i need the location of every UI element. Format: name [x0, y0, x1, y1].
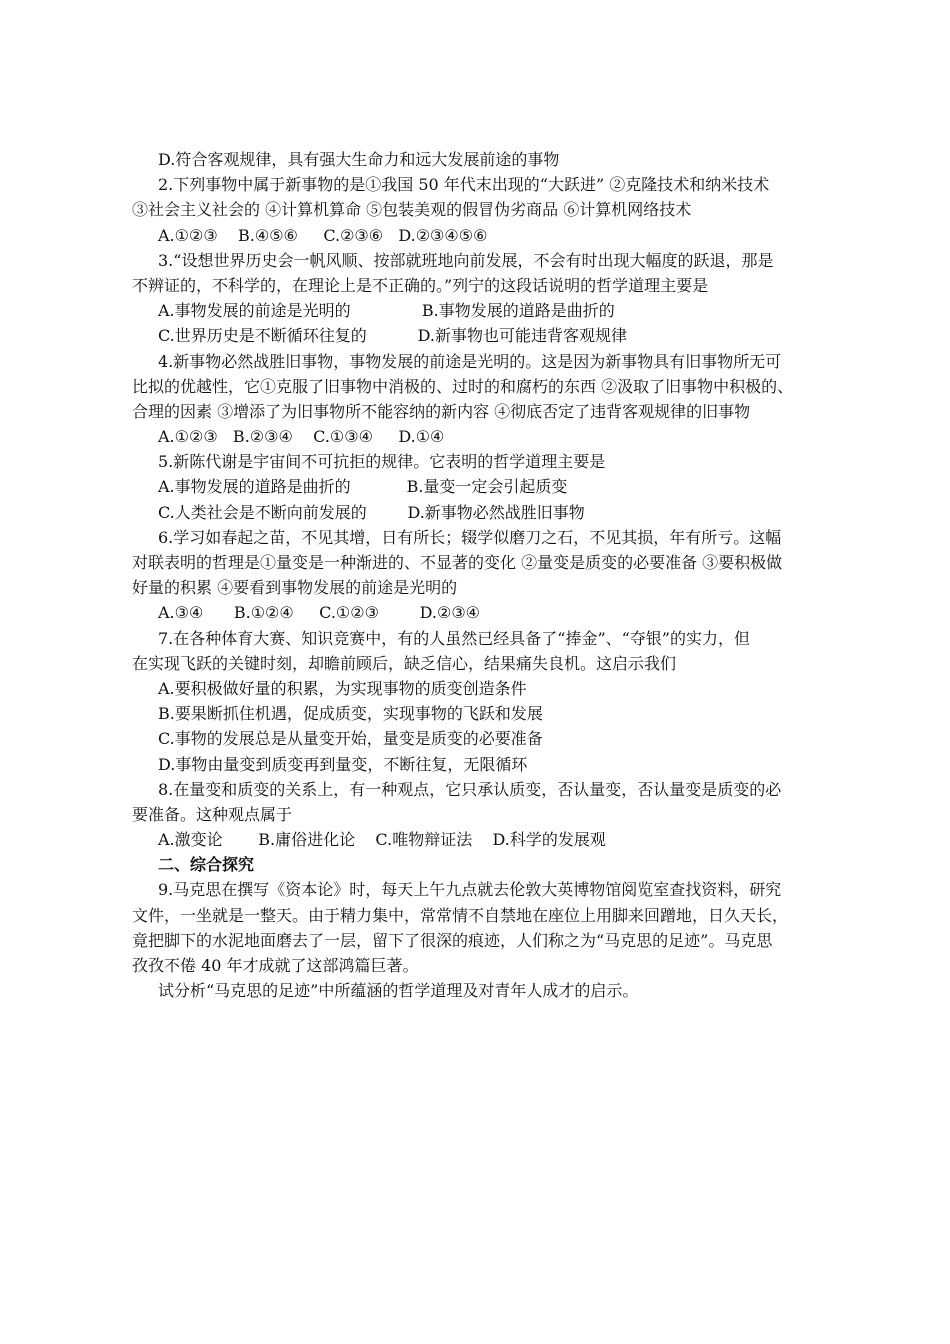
text-line: C.世界历史是不断循环往复的 D.新事物也可能违背客观规律: [158, 326, 627, 346]
text-line: 5.新陈代谢是宇宙间不可抗拒的规律。它表明的哲学道理主要是: [158, 452, 606, 472]
text-line: 7.在各种体育大赛、知识竞赛中，有的人虽然已经具备了“捧金”、“夺银”的实力，但: [158, 628, 750, 648]
text-line: 文件，一坐就是一整天。由于精力集中，常常情不自禁地在座位上用脚来回蹭地，日久天长，: [132, 905, 789, 925]
text-line: A.事物发展的道路是曲折的 B.量变一定会引起质变: [158, 477, 568, 497]
text-line: A.①②③ B.④⑤⑥ C.②③⑥ D.②③④⑤⑥: [158, 225, 488, 245]
text-line: 不辨证的，不科学的，在理论上是不正确的。”列宁的这段话说明的哲学道理主要是: [132, 275, 709, 295]
text-line: 好量的积累 ④要看到事物发展的前途是光明的: [132, 578, 458, 598]
text-line: 孜孜不倦 40 年才成就了这部鸿篇巨著。: [132, 956, 419, 975]
text-line: A.事物发展的前途是光明的 B.事物发展的道路是曲折的: [158, 301, 615, 321]
text-line: C.事物的发展总是从量变开始，量变是质变的必要准备: [158, 729, 543, 749]
text-line: 6.学习如春起之苗，不见其增，日有所长；辍学似磨刀之石，不见其损，年有所亏。这幅: [158, 527, 782, 547]
text-line: 试分析“马克思的足迹”中所蕴涵的哲学道理及对青年人成才的启示。: [158, 981, 639, 1001]
text-line: A.①②③ B.②③④ C.①③④ D.①④: [158, 427, 445, 447]
text-line: A.要积极做好量的积累，为实现事物的质变创造条件: [158, 678, 527, 698]
text-line: 比拟的优越性，它①克服了旧事物中消极的、过时的和腐朽的东西 ②汲取了旧事物中积极的、: [132, 376, 794, 396]
text-line: D.符合客观规律，具有强大生命力和远大发展前途的事物: [158, 150, 560, 169]
text-line: 9.马克思在撰写《资本论》时，每天上午九点就去伦敦大英博物馆阅览室查找资料，研究: [158, 880, 782, 900]
text-line: 在实现飞跃的关键时刻，却瞻前顾后，缺乏信心，结果痛失良机。这启示我们: [132, 653, 677, 673]
text-line: 对联表明的哲理是①量变是一种渐进的、不显著的变化 ②量变是质变的必要准备 ③要积极做: [132, 553, 783, 572]
text-line: 3.“设想世界历史会一帆风顺、按部就班地向前发展，不会有时出现大幅度的跃退，那是: [158, 250, 774, 270]
text-line: 4.新事物必然战胜旧事物，事物发展的前途是光明的。这是因为新事物具有旧事物所无可: [158, 351, 782, 371]
document-body: [132, 147, 832, 1003]
text-line: D.事物由量变到质变再到量变，不断往复，无限循环: [158, 754, 528, 774]
text-line: A.③④ B.①②④ C.①②③ D.②③④: [158, 603, 480, 623]
text-line: ③社会主义社会的 ④计算机算命 ⑤包装美观的假冒伪劣商品 ⑥计算机网络技术: [132, 200, 692, 220]
text-line: 8.在量变和质变的关系上，有一种观点，它只承认质变，否认量变，否认量变是质变的必: [158, 779, 782, 799]
text-line: 2.下列事物中属于新事物的是①我国 50 年代末出现的“大跃进” ②克隆技术和纳米技术: [158, 175, 770, 195]
section-heading: 二、综合探究: [158, 855, 255, 875]
text-line: C.人类社会是不断向前发展的 D.新事物必然战胜旧事物: [158, 502, 585, 522]
text-line: 要准备。这种观点属于: [132, 804, 293, 824]
text-line: A.激变论 B.庸俗进化论 C.唯物辩证法 D.科学的发展观: [158, 830, 606, 850]
text-line: 合理的因素 ③增添了为旧事物所不能容纳的新内容 ④彻底否定了违背客观规律的旧事物: [132, 401, 751, 421]
text-line: 竟把脚下的水泥地面磨去了一层，留下了很深的痕迹，人们称之为“马克思的足迹”。马克思: [132, 930, 773, 950]
text-line: B.要果断抓住机遇，促成质变，实现事物的飞跃和发展: [158, 704, 543, 724]
